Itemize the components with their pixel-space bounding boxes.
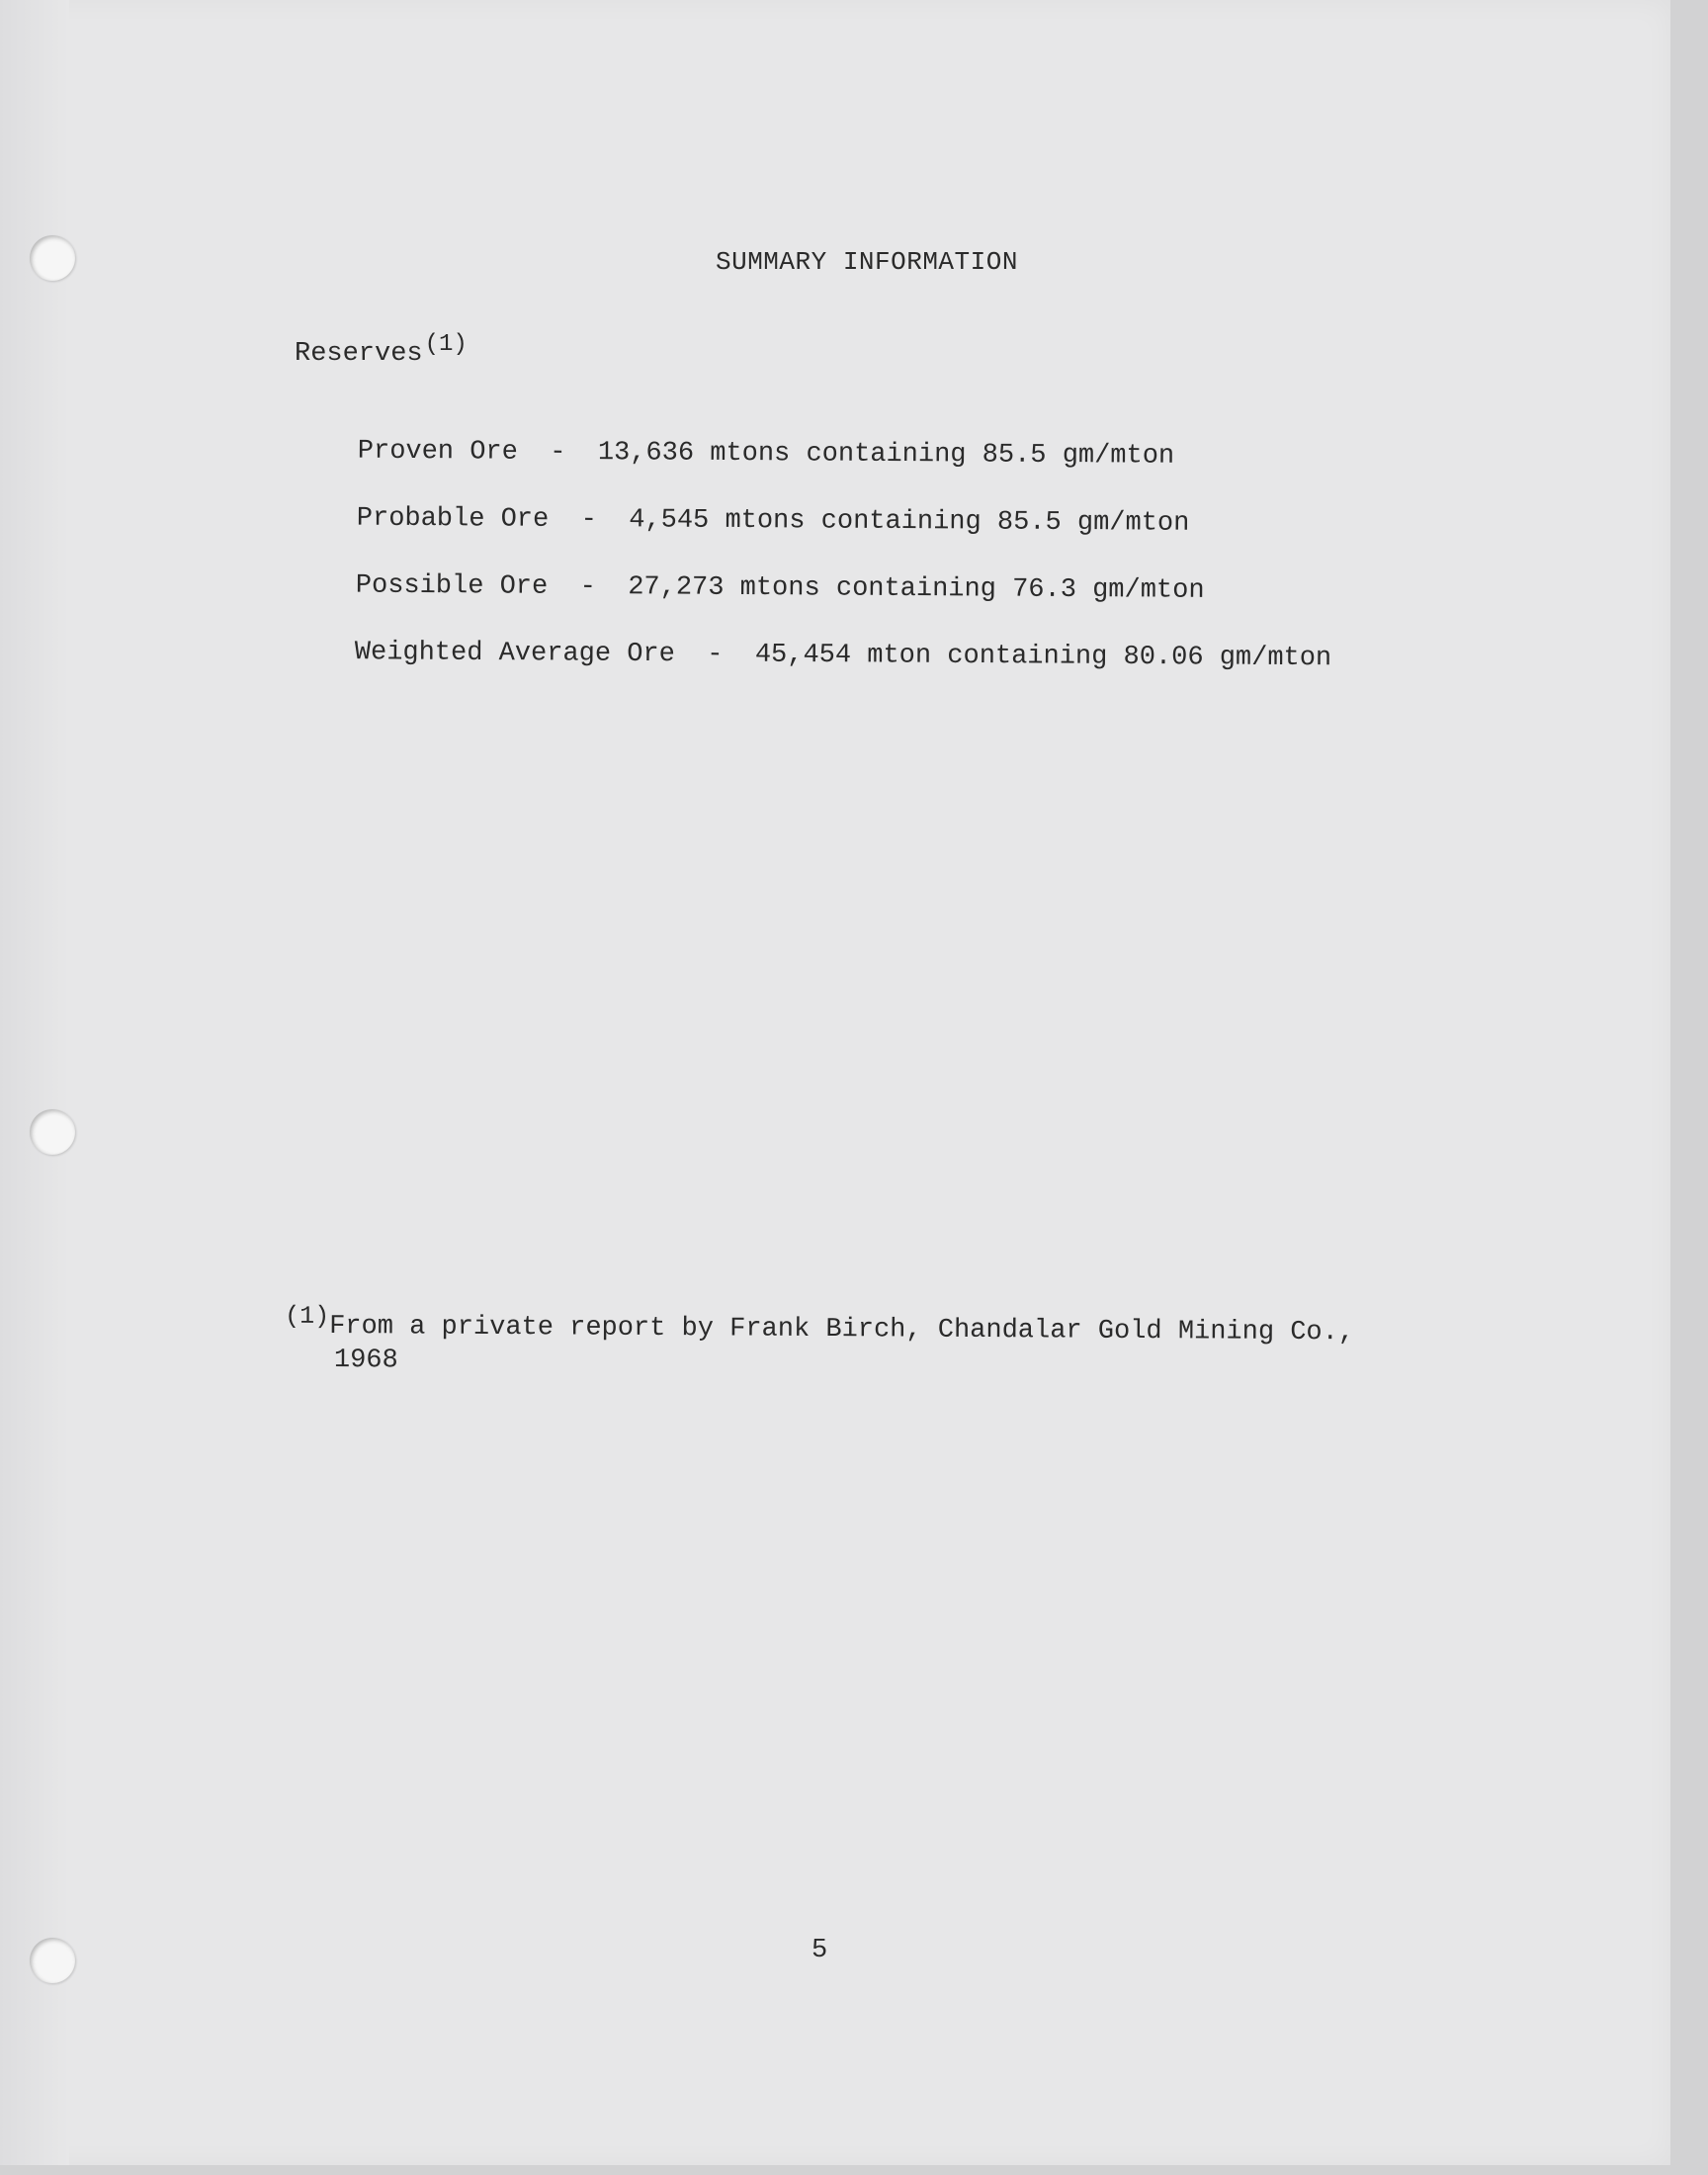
ore-detail: 27,273 mtons containing 76.3 gm/mton	[628, 572, 1205, 606]
footnote-marker: (1)	[285, 1301, 330, 1331]
ore-detail: 4,545 mtons containing 85.5 gm/mton	[629, 505, 1190, 539]
ore-separator: -	[579, 571, 596, 603]
footnote	[285, 1301, 1355, 1384]
page-number: 5	[811, 1936, 828, 1965]
reserves-footnote-marker: (1)	[424, 331, 468, 358]
binding-edge-shadow	[0, 0, 69, 2165]
footnote-text: From a private report by Frank Birch, Chandalar Gold Mining Co.,	[329, 1311, 1355, 1348]
punch-hole-icon	[30, 1938, 75, 1983]
ore-category: Proven Ore	[357, 436, 518, 468]
ore-detail: 13,636 mtons containing 85.5 gm/mton	[597, 438, 1175, 472]
ore-separator: -	[580, 505, 597, 536]
ore-category: Weighted Average Ore	[354, 638, 675, 670]
ore-separator: -	[550, 437, 566, 468]
ore-category: Possible Ore	[355, 570, 549, 602]
ore-separator: -	[707, 640, 724, 670]
reserves-label: Reserves	[295, 339, 423, 369]
ore-detail: 45,454 mton containing 80.06 gm/mton	[754, 640, 1332, 674]
ore-category: Probable Ore	[356, 503, 550, 535]
reserves-heading	[295, 331, 468, 369]
ore-line-weighted-average	[291, 608, 1332, 703]
punch-hole-icon	[30, 1109, 75, 1155]
punch-hole-icon	[30, 235, 75, 281]
page-title: SUMMARY INFORMATION	[716, 247, 1018, 277]
footnote-year: 1968	[333, 1346, 398, 1376]
